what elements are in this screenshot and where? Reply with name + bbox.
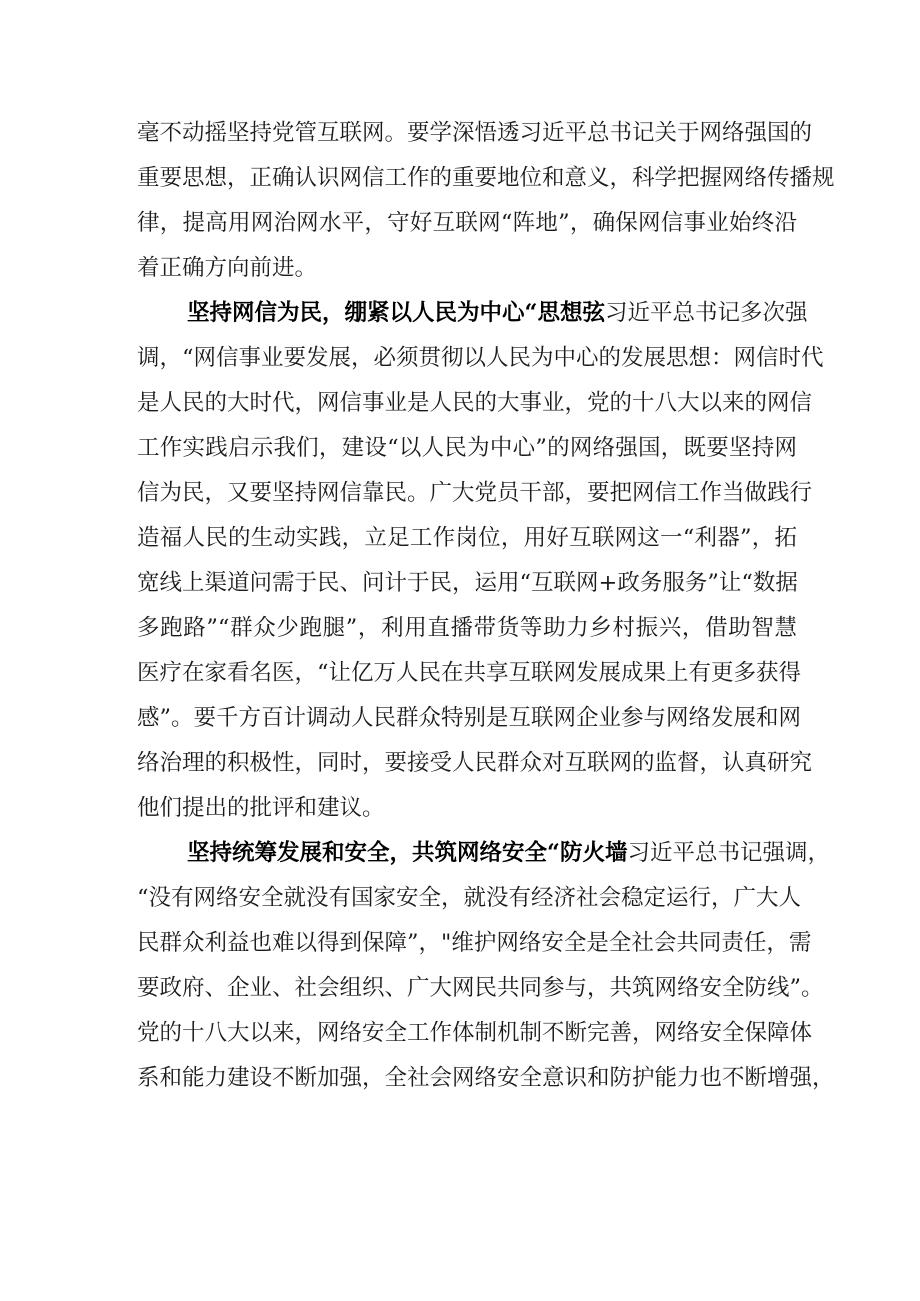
paragraph-3-line-5: 党的十八大以来，网络安全工作体制机制不断完善，网络安全保障体 <box>137 1020 813 1046</box>
paragraph-2-line-12: 他们提出的批评和建议。 <box>137 795 385 821</box>
paragraph-2-heading: 坚持网信为民，绷紧以人民为中心“思想弦 <box>187 300 605 326</box>
paragraph-3-line-4: 要政府、企业、社会组织、广大网民共同参与，共筑网络安全防线”。 <box>137 975 824 1001</box>
paragraph-2-first-line-rest: 习近平总书记多次强 <box>604 300 808 326</box>
paragraph-3-line-2: “没有网络安全就没有国家安全，就没有经济社会稳定运行，广大人 <box>137 885 802 911</box>
paragraph-2-line-4: 工作实践启示我们，建设“以人民为中心”的网络强国，既要坚持网 <box>137 435 797 461</box>
paragraph-2-line-1 <box>187 298 808 328</box>
paragraph-3-line-6: 系和能力建设不断加强，全社会网络安全意识和防护能力也不断增强， <box>137 1065 835 1091</box>
paragraph-2-line-10: 感”。要千方百计调动人民群众特别是互联网企业参与网络发展和网 <box>137 705 802 731</box>
paragraph-3-line-1 <box>187 838 830 868</box>
paragraph-1-line-3: 律，提高用网治网水平，守好互联网“阵地”，确保网信事业始终沿 <box>137 210 797 236</box>
paragraph-1-line-1: 毫不动摇坚持党管互联网。要学深悟透习近平总书记关于网络强国的 <box>137 120 813 146</box>
paragraph-2-line-5: 信为民，又要坚持网信靠民。广大党员干部，要把网信工作当做践行 <box>137 480 813 506</box>
paragraph-2-line-6: 造福人民的生动实践，立足工作岗位，用好互联网这一“利器”，拓 <box>137 525 797 551</box>
paragraph-3-line-3: 民群众利益也难以得到保障”，"维护网络安全是全社会共同责任，需 <box>137 930 812 956</box>
paragraph-1-line-4: 着正确方向前进。 <box>137 255 318 281</box>
paragraph-2-line-7: 宽线上渠道问需于民、问计于民，运用“互联网+政务服务”让“数据 <box>137 570 798 596</box>
paragraph-2-line-2: 调，“网信事业要发展，必须贯彻以人民为中心的发展思想：网信时代 <box>137 345 824 371</box>
paragraph-3-first-line-rest: 习近平总书记强调， <box>627 840 830 866</box>
paragraph-2-line-9: 医疗在家看名医，“让亿万人民在共享互联网发展成果上有更多获得 <box>137 660 802 686</box>
paragraph-2-line-8: 多跑路”“群众少跑腿”，利用直播带货等助力乡村振兴，借助智慧 <box>137 615 797 641</box>
paragraph-2-line-3: 是人民的大时代，网信事业是人民的大事业，党的十八大以来的网信 <box>137 390 813 416</box>
paragraph-2-line-11: 络治理的积极性，同时，要接受人民群众对互联网的监督，认真研究 <box>137 750 813 776</box>
paragraph-1-line-2: 重要思想，正确认识网信工作的重要地位和意义，科学把握网络传播规 <box>137 165 835 191</box>
paragraph-3-heading: 坚持统筹发展和安全，共筑网络安全“防火墙 <box>187 840 628 866</box>
